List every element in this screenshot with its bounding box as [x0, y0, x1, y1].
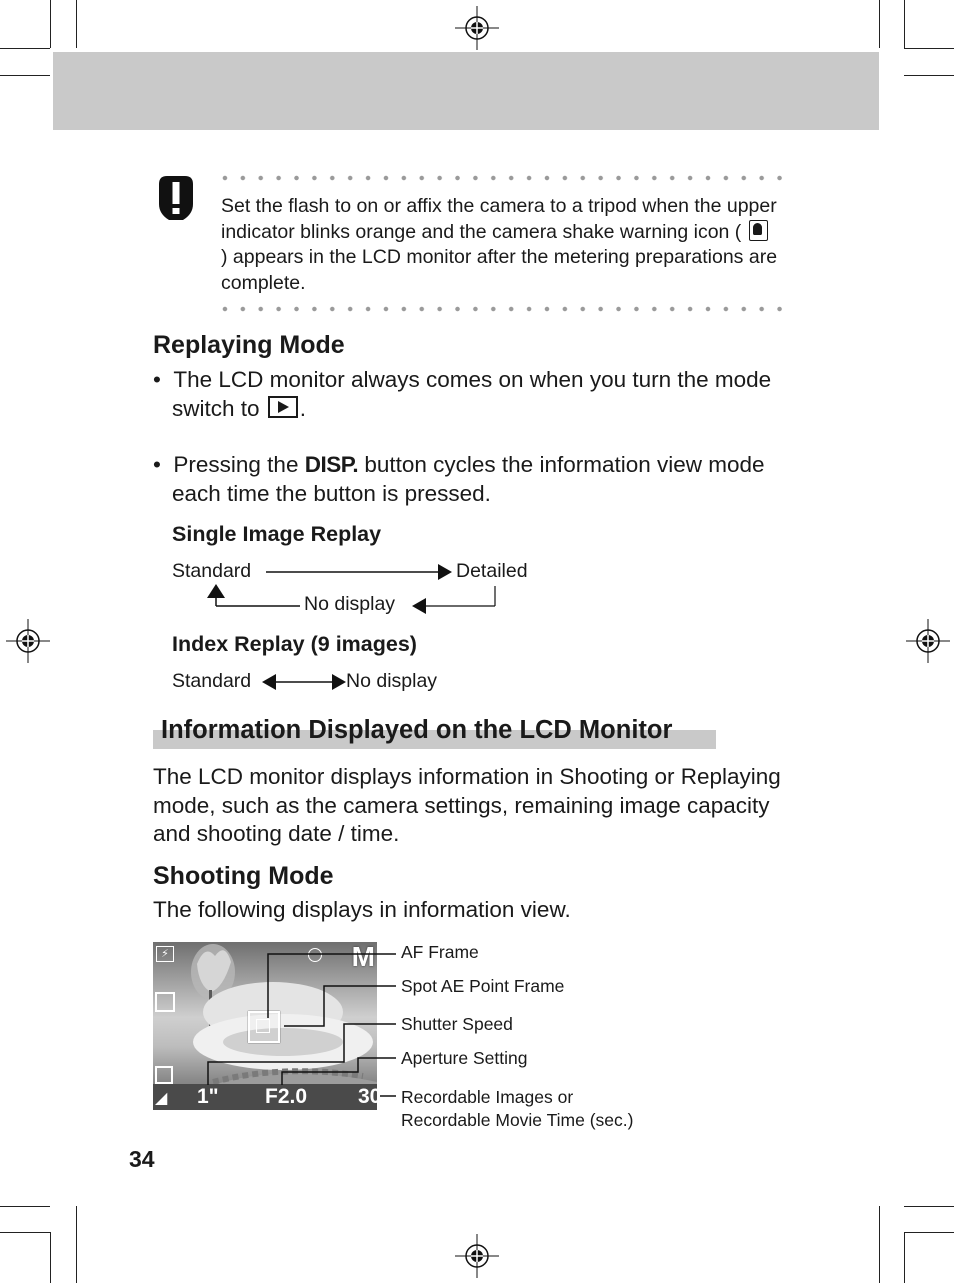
callout-shutter-speed: Shutter Speed — [401, 1014, 513, 1034]
bullet-disp-button: • Pressing the DISP. button cycles the information view mode each time the button is pressed. — [153, 452, 765, 506]
shutter-speed-value: 1" — [197, 1085, 219, 1108]
shooting-mode-subtitle: The following displays in information view. — [153, 897, 571, 922]
metering-icon — [155, 992, 175, 1012]
single-image-replay-heading: Single Image Replay — [172, 522, 382, 546]
single-standard-label: Standard — [172, 560, 252, 582]
header-band — [53, 52, 879, 130]
page-number: 34 — [129, 1146, 155, 1172]
registration-mark-top — [455, 6, 499, 50]
index-replay-heading: Index Replay (9 images) — [172, 632, 417, 656]
single-no-display-label: No display — [304, 593, 396, 615]
image-size-icon: ◢ — [155, 1090, 168, 1107]
callout-spot-ae: Spot AE Point Frame — [401, 976, 565, 996]
dotted-divider-bottom — [216, 306, 788, 312]
spot-metering-icon — [155, 1066, 173, 1084]
info-section-title: Information Displayed on the LCD Monitor — [161, 716, 673, 744]
aperture-value: F2.0 — [265, 1085, 308, 1108]
registration-mark-left — [6, 619, 50, 663]
single-replay-cycle-diagram — [196, 560, 506, 620]
flash-icon: ⚡ — [156, 946, 174, 962]
camera-shake-icon — [749, 220, 768, 241]
disp-button-label: DISP. — [304, 452, 359, 477]
callout-recordable-line2: Recordable Movie Time (sec.) — [401, 1110, 634, 1130]
bullet-mode-switch: • The LCD monitor always comes on when you turn the mode switch to . — [153, 367, 772, 421]
callout-recordable-line1: Recordable Images or — [401, 1087, 574, 1107]
mode-label: M — [351, 941, 375, 972]
recordable-images-value: 30 — [358, 1085, 382, 1108]
index-standard-label: Standard — [172, 670, 252, 692]
callout-leader-lines — [200, 940, 400, 1120]
caution-text: Set the flash to on or affix the camera to a tripod when the upper indicator blinks orange and the camera shake warning icon ( ) appears in the LCD monitor after the metering preparations are complete. — [221, 195, 778, 294]
registration-mark-right — [906, 619, 950, 663]
shooting-mode-heading: Shooting Mode — [153, 862, 334, 890]
info-section-body: The LCD monitor displays information in Shooting or Replaying mode, such as the camera settings, remaining image capacity and shooting date / time. — [153, 764, 781, 846]
replaying-mode-heading: Replaying Mode — [153, 331, 345, 359]
single-detailed-label: Detailed — [456, 560, 528, 582]
index-no-display-label: No display — [346, 670, 438, 692]
dotted-divider-top — [216, 175, 788, 181]
play-icon — [268, 396, 298, 418]
caution-icon — [153, 174, 199, 224]
registration-mark-bottom — [455, 1234, 499, 1278]
callout-af-frame: AF Frame — [401, 942, 479, 962]
index-replay-toggle-arrow — [262, 672, 346, 692]
callout-aperture-setting: Aperture Setting — [401, 1048, 528, 1068]
